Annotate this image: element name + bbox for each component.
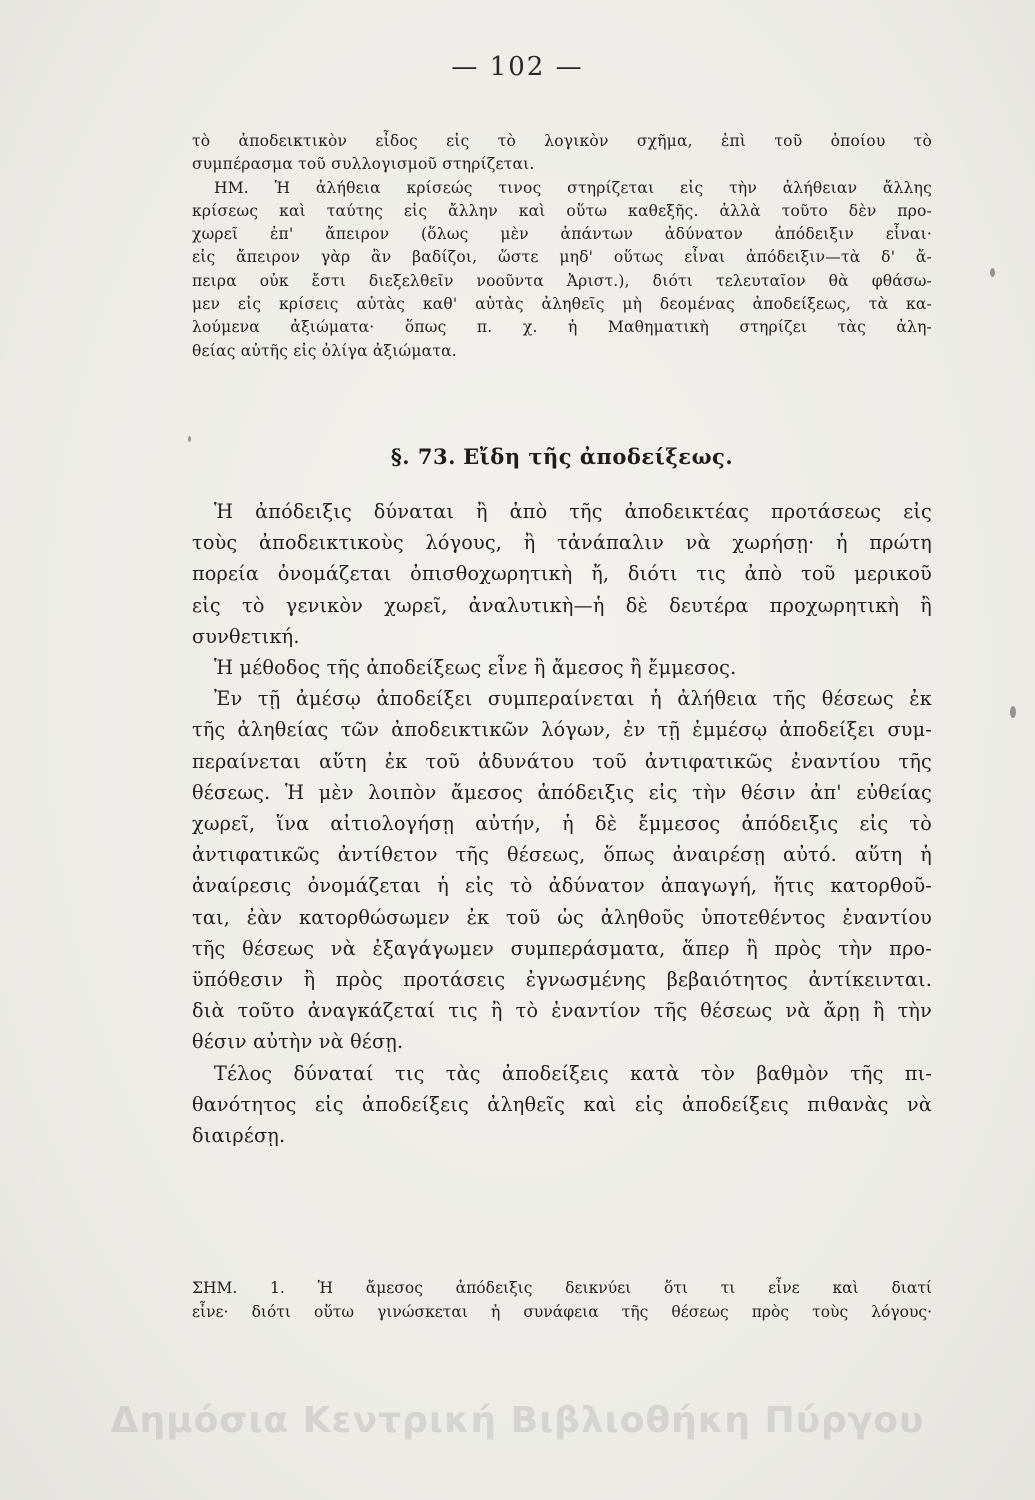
text-line: μεν εἰς κρίσεις αὐτὰς καθ' αὑτὰς ἀληθεῖς μὴ δεομένας ἀποδείξεως, τὰ κα-	[192, 295, 932, 314]
text-line: κρίσεως καὶ ταύτης εἰς ἄλλην καὶ οὕτω καθεξῆς. ἀλλὰ τοῦτο δὲν προ-	[192, 201, 932, 220]
text-line: διαιρέσῃ.	[192, 1124, 286, 1148]
text-line: διὰ τοῦτο ἀναγκάζεταί τις ἢ τὸ ἐναντίον τῆς θέσεως νὰ ἄρῃ ἢ τὴν	[192, 999, 932, 1023]
text-line: εἰς ἄπειρον γὰρ ἂν βαδίζοι, ὥστε μηδ' οὕτως εἶναι ἀπόδειξιν—τὰ δ' ἄ-	[192, 248, 932, 267]
text-line: συμπέρασμα τοῦ συλλογισμοῦ στηρίζεται.	[192, 155, 535, 174]
page-number: — 102 —	[451, 52, 584, 82]
section-title: Εἴδη τῆς ἀποδείξεως.	[463, 444, 734, 469]
note-line: ΣΗΜ. 1. Ἡ ἄμεσος ἀπόδειξις δεικνύει ὅτι τι εἶνε καὶ διατί	[192, 1279, 932, 1297]
section-number: §. 73.	[390, 444, 456, 469]
text-line: ται, ἐὰν κατορθώσωμεν ἐκ τοῦ ὡς ἀληθοῦς ὑποτεθέντος ἐναντίου	[192, 905, 932, 929]
text-line: θέσεως. Ἡ μὲν λοιπὸν ἄμεσος ἀπόδειξις εἰς τὴν θέσιν ἀπ' εὐθείας	[192, 780, 932, 804]
text-line: ϋπόθεσιν ἢ πρὸς προτάσεις ἐγνωσμένης βεβαιότητος ἀντίκεινται.	[192, 968, 932, 992]
text-line: θείας αὐτῆς εἰς ὀλίγα ἀξιώματα.	[192, 341, 457, 360]
preceding-text-block	[192, 130, 932, 363]
text-line: χωρεῖ ἐπ' ἄπειρον (ὅλως μὲν ἁπάντων ἀδύνατον ἀπόδειξιν εἶναι·	[192, 225, 932, 244]
note-line: εἶνε· διότι οὕτω γινώσκεται ἡ συνάφεια τῆς θέσεως πρὸς τοὺς λόγους·	[192, 1303, 932, 1321]
text-line: θανότητος εἰς ἀποδείξεις ἀληθεῖς καὶ εἰς ἀποδείξεις πιθανὰς νὰ	[192, 1092, 932, 1116]
text-line: πορεία ὀνομάζεται ὀπισθοχωρητικὴ ἤ, διότι τις ἀπὸ τοῦ μερικοῦ	[192, 562, 932, 586]
text-line: θέσιν αὐτὴν νὰ θέσῃ.	[192, 1030, 404, 1054]
text-line: πειρα οὐκ ἔστι διεξελθεῖν νοοῦντα Ἀριστ.), διότι τελευταῖον θὰ φθάσω-	[192, 271, 932, 290]
text-line: λούμενα ἀξιώματα· ὅπως π. χ. ἡ Μαθηματικὴ στηρίζει τὰς ἀλη-	[192, 318, 932, 337]
text-line: Ἡ μέθοδος τῆς ἀποδείξεως εἶνε ἢ ἄμεσος ἢ ἔμμεσος.	[214, 656, 737, 680]
text-line: τῆς θέσεως νὰ ἐξαγάγωμεν συμπεράσματα, ἅπερ ἢ πρὸς τὴν προ-	[192, 936, 932, 960]
scan-speck	[1010, 706, 1016, 718]
text-line: Ἡ ἀπόδειξις δύναται ἢ ἀπὸ τῆς ἀποδεικτέας προτάσεως εἰς	[214, 500, 932, 523]
text-line: περαίνεται αὕτη ἐκ τοῦ ἀδυνάτου τοῦ ἀντιφατικῶς ἐναντίου τῆς	[192, 749, 932, 773]
text-line: ἀντιφατικῶς ἀντίθετον τῆς θέσεως, ὅπως ἀναιρέσῃ αὐτό. αὕτη ἡ	[192, 843, 932, 867]
text-line: ΗΜ. Ἡ ἀλήθεια κρίσεώς τινος στηρίζεται εἰς τὴν ἀλήθειαν ἄλλης	[214, 178, 932, 197]
section-heading	[192, 444, 932, 469]
scan-speck	[188, 436, 191, 442]
text-line: τῆς ἀληθείας τῶν ἀποδεικτικῶν λόγων, ἐν τῇ ἐμμέσῳ ἀποδείξει συμ-	[192, 718, 932, 742]
text-line: χωρεῖ, ἵνα αἰτιολογήσῃ αὐτήν, ἡ δὲ ἔμμεσος ἀπόδειξις εἰς τὸ	[192, 812, 932, 836]
text-line: συνθετική.	[192, 624, 300, 648]
footnote-block	[192, 1276, 932, 1324]
section-body	[192, 496, 932, 1151]
library-watermark: Δημόσια Κεντρική Βιβλιοθήκη Πύργου	[110, 1400, 925, 1441]
text-line: τὸ ἀποδεικτικὸν εἶδος εἰς τὸ λογικὸν σχῆμα, ἐπὶ τοῦ ὁποίου τὸ	[192, 132, 932, 150]
scan-speck	[990, 268, 995, 277]
text-line: τοὺς ἀποδεικτικοὺς λόγους, ἢ τἀνάπαλιν νὰ χωρήσῃ· ἡ πρώτη	[192, 531, 932, 555]
text-line: εἰς τὸ γενικὸν χωρεῖ, ἀναλυτικὴ—ἡ δὲ δευτέρα προχωρητικὴ ἢ	[192, 593, 932, 617]
text-line: Ἐν τῇ ἀμέσῳ ἀποδείξει συμπεραίνεται ἡ ἀλήθεια τῆς θέσεως ἐκ	[214, 687, 932, 711]
text-line: ἀναίρεσις ὀνομάζεται ἡ εἰς τὸ ἀδύνατον ἀπαγωγή, ἥτις κατορθοῦ-	[192, 874, 932, 898]
text-line: Τέλος δύναταί τις τὰς ἀποδείξεις κατὰ τὸν βαθμὸν τῆς πι-	[214, 1061, 932, 1085]
